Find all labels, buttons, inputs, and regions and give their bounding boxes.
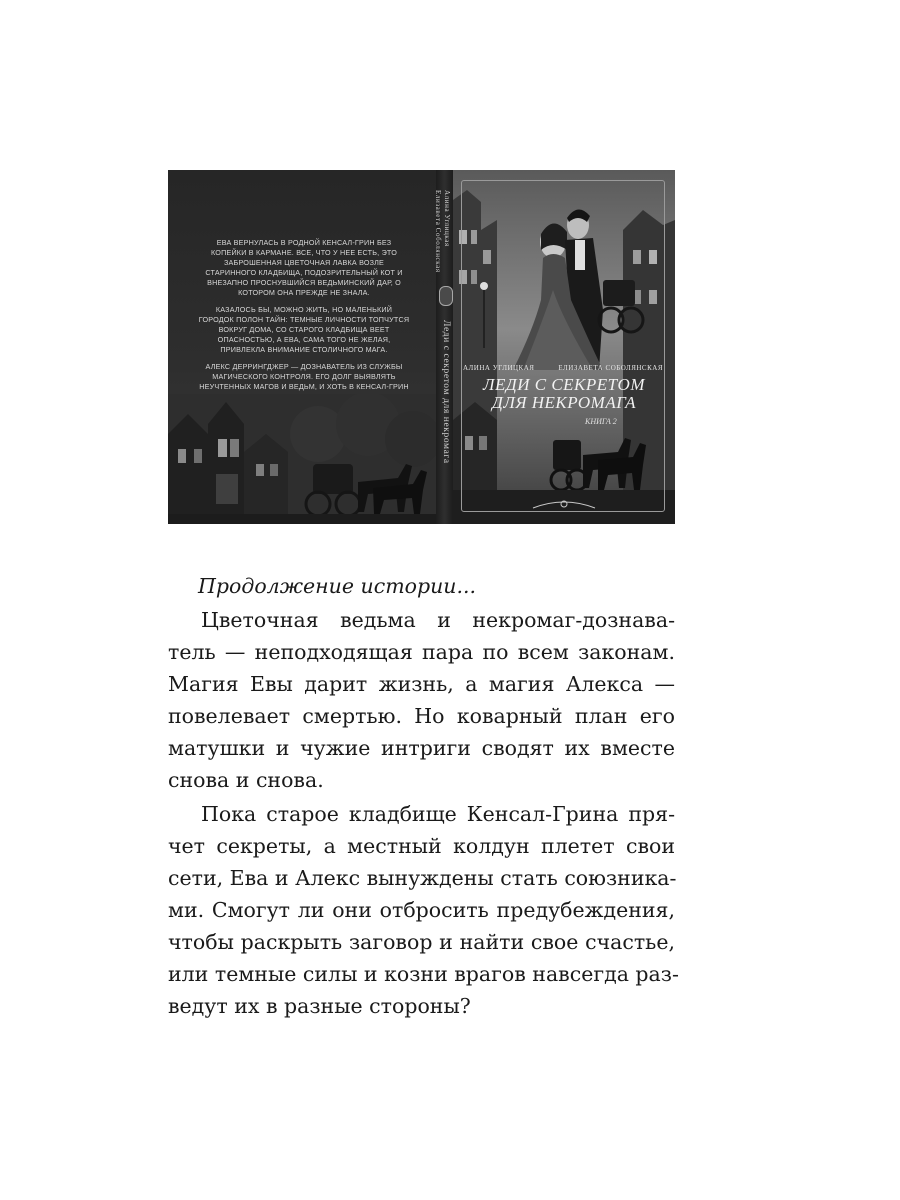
front-title-line: ДЛЯ НЕКРОМАГА [492, 393, 636, 412]
front-title [461, 376, 667, 412]
blurb-paragraph: ЕВА ВЕРНУЛАСЬ В РОДНОЙ КЕНСАЛ-ГРИН БЕЗ КОПЕЙКИ В КАРМАНЕ. ВСЕ, ЧТО У НЕЕ ЕСТЬ, ЭТО ЗАБРОШЕННАЯ ЦВЕТОЧНАЯ ЛАВКА ВОЗЛЕ СТАРИННОГО КЛАДБИЩА, ПОДОЗРИТЕЛЬНЫЙ КОТ И ВНЕЗАПНО ПРОСНУВШИЙСЯ ВЕДЬМИНСКИЙ ДАР, О КОТОРОМ ОНА ПРЕЖДЕ НЕ ЗНАЛА. [205, 238, 403, 297]
text-line: повелевает смертью. Но коварный план его [168, 704, 675, 728]
back-cover [168, 170, 436, 524]
paragraph-2 [168, 798, 679, 1022]
back-cover-illustration [168, 394, 436, 524]
text-line: снова и снова. [168, 768, 324, 792]
paragraph-1 [168, 604, 675, 796]
lead-line: Продолжение истории... [198, 574, 477, 598]
cover-frame [461, 180, 665, 512]
text-line: Цветочная ведьма и некромаг-дознава- [201, 608, 675, 632]
text-line: тель — неподходящая пара по всем законам. [168, 640, 675, 664]
text-line: ми. Смогут ли они отбросить предубеждения, [168, 898, 675, 922]
spine-emblem-icon [439, 286, 453, 306]
front-author: ЕЛИЗАВЕТА СОБОЛЯНСКАЯ [558, 364, 663, 372]
text-line: чтобы раскрыть заговор и найти свое счастье, [168, 930, 675, 954]
back-cover-blurb [198, 238, 410, 419]
spine-authors [433, 190, 451, 273]
front-title-line: ЛЕДИ С СЕКРЕТОМ [482, 375, 645, 394]
front-cover [453, 170, 675, 524]
text-line: матушки и чужие интриги сводят их вместе [168, 736, 675, 760]
text-line: сети, Ева и Алекс вынуждены стать союзника- [168, 866, 677, 890]
book-number: КНИГА 2 [585, 417, 617, 426]
spine-author: Елизавета Соболянская [433, 190, 442, 273]
text-line: или темные силы и козни врагов навсегда раз- [168, 962, 679, 986]
blurb-paragraph: КАЗАЛОСЬ БЫ, МОЖНО ЖИТЬ, НО МАЛЕНЬКИЙ ГОРОДОК ПОЛОН ТАЙН: ТЕМНЫЕ ЛИЧНОСТИ ТОПЧУТСЯ ВОКРУГ ДОМА, СО СТАРОГО КЛАДБИЩА ВЕЕТ ОПАСНОСТЬЮ, А ЕВА, САМА ТОГО НЕ ЖЕЛАЯ, ПРИВЛЕКЛА ВНИМАНИЕ СТОЛИЧНОГО МАГА. [198, 305, 410, 354]
spine-author: Алина Углицкая [442, 190, 451, 247]
front-authors [463, 364, 663, 372]
front-author: АЛИНА УГЛИЦКАЯ [463, 364, 535, 372]
text-line: Пока старое кладбище Кенсал-Грина пря- [201, 802, 675, 826]
text-line: ведут их в разные стороны? [168, 994, 471, 1018]
text-line: чет секреты, а местный колдун плетет свои [168, 834, 675, 858]
blurb-paragraph: АЛЕКС ДЕРРИНГДЖЕР — ДОЗНАВАТЕЛЬ ИЗ СЛУЖБЫ МАГИЧЕСКОГО КОНТРОЛЯ. ЕГО ДОЛГ ВЫЯВЛЯТЬ НЕУЧТЕННЫХ МАГОВ И ВЕДЬМ, И ХОТЬ В КЕНСАЛ-ГРИН [199, 362, 409, 391]
text-line: Магия Евы дарит жизнь, а магия Алекса — [168, 672, 675, 696]
spine-title: Леди с секретом для некромага [440, 320, 451, 464]
book-cover-image [168, 170, 675, 524]
annotation-text [168, 570, 679, 1022]
